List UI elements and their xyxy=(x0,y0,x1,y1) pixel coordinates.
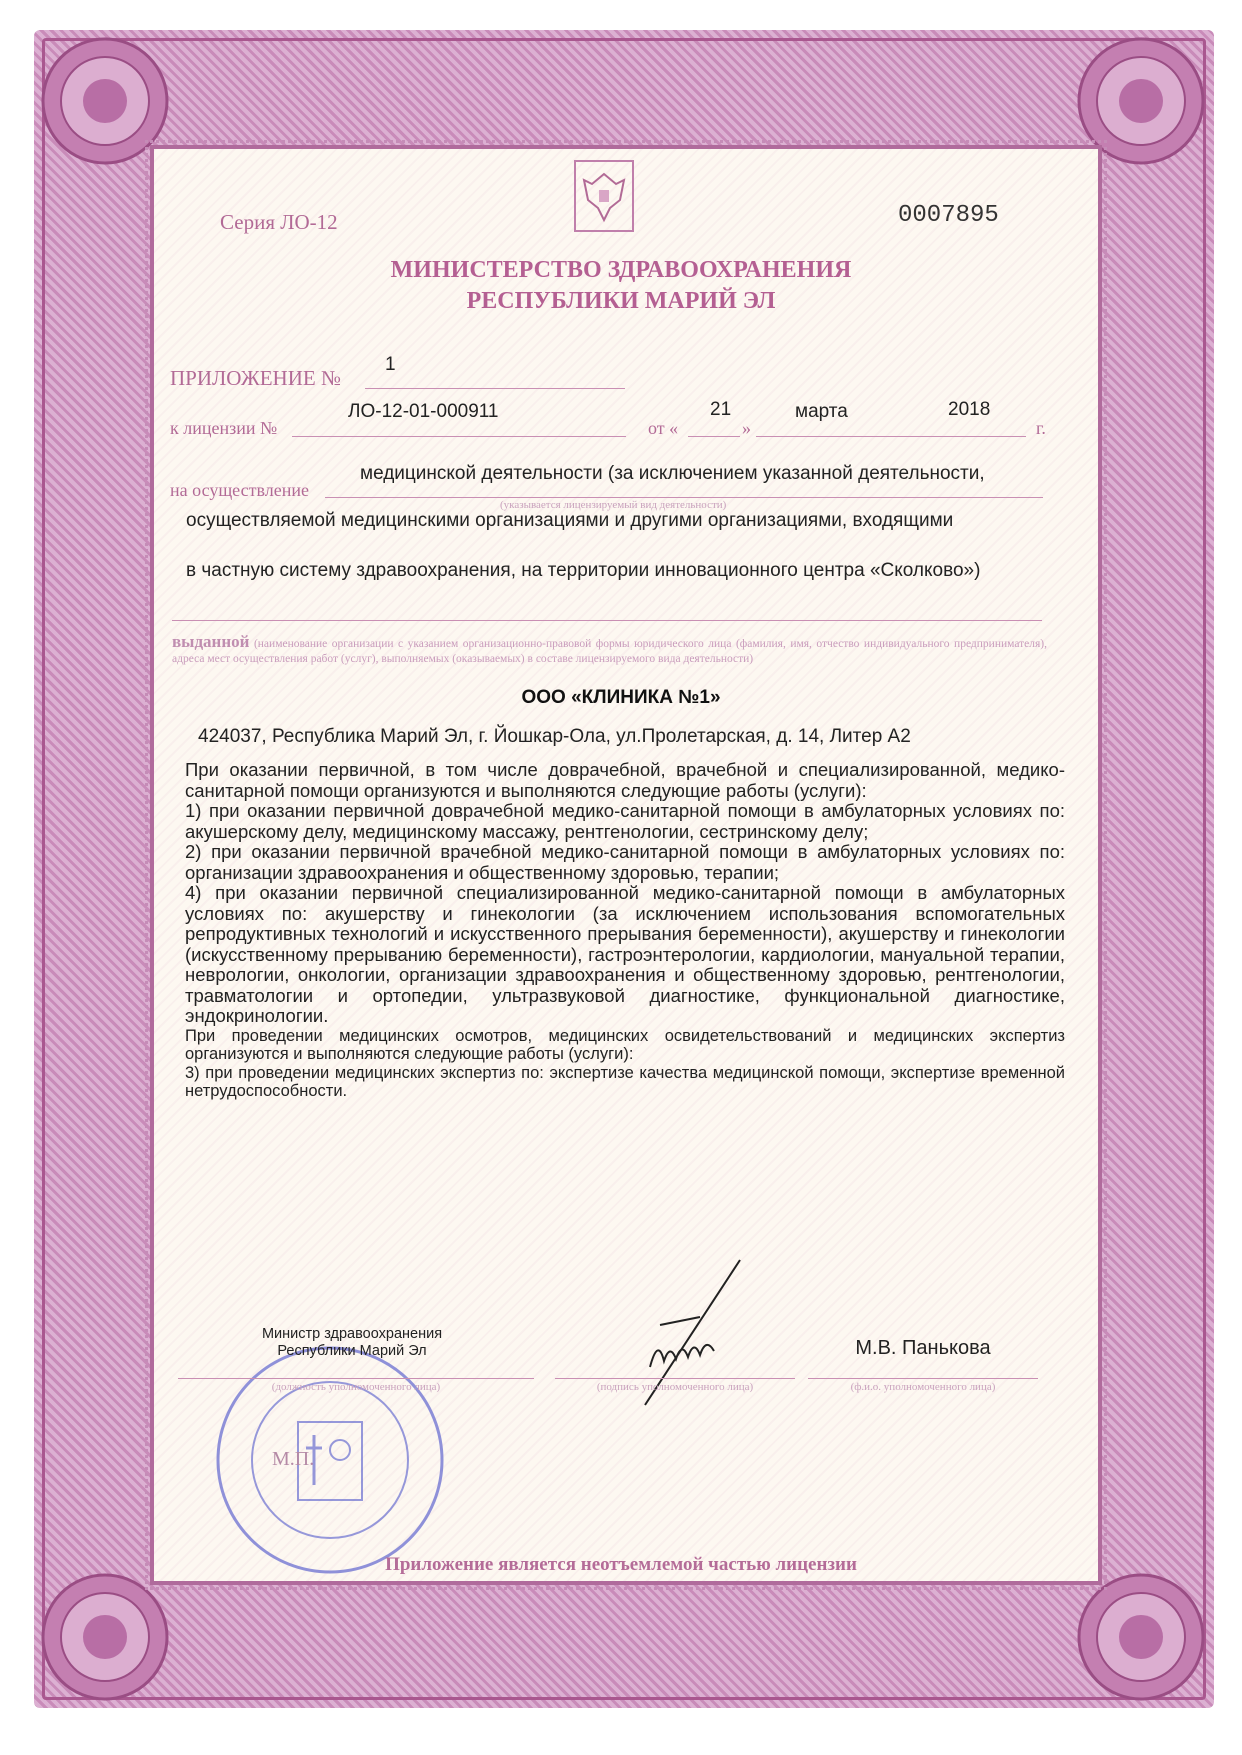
ministry-title-line1: МИНИСТЕРСТВО ЗДРАВООХРАНЕНИЯ xyxy=(390,257,852,283)
license-year: 2018 xyxy=(948,399,991,420)
signatory-name: М.В. Панькова xyxy=(855,1337,991,1359)
signatory-position-line2: Республики Марий Эл xyxy=(277,1343,427,1359)
date-quote: » xyxy=(742,418,751,438)
footer-note: Приложение является неотъемлемой частью лицензии xyxy=(385,1554,857,1575)
services-paragraph: При проведении медицинских осмотров, медицинских освидетельствований и медицинских экспертиз организуются и выполняются следующие работы (услуги): xyxy=(185,1026,1065,1063)
license-day: 21 xyxy=(710,399,732,420)
services-paragraph: 3) при проведении медицинских экспертиз по: экспертизе качества медицинской помощи, экспертизе временной нетрудоспособности. xyxy=(185,1063,1065,1100)
services-list xyxy=(185,760,1065,1101)
official-stamp xyxy=(210,1340,450,1580)
activity-hint: (указывается лицензируемый вид деятельности) xyxy=(500,499,727,511)
activity-line-2: осуществляемой медицинскими организациями и другими организациями, входящими xyxy=(186,510,954,531)
services-paragraph: При оказании первичной, в том числе доврачебной, врачебной и специализированной, медико-санитарной помощи организуются и выполняются следующие работы (услуги): xyxy=(185,759,1065,801)
license-label: к лицензии № xyxy=(170,418,278,438)
services-paragraph: 1) при оказании первичной доврачебной медико-санитарной помощи в амбулаторных условиях по: акушерскому делу, медицинскому массажу, рентгенологии, сестринскому делу; xyxy=(185,800,1065,842)
ministry-title-line2: РЕСПУБЛИКИ МАРИЙ ЭЛ xyxy=(466,288,776,314)
coat-of-arms-icon xyxy=(574,160,634,232)
series-label: Серия ЛО-12 xyxy=(220,210,338,234)
issued-label: выданной xyxy=(172,632,250,651)
license-number: ЛО-12-01-000911 xyxy=(348,401,499,422)
license-month: марта xyxy=(795,401,848,422)
name-hint: (ф.и.о. уполномоченного лица) xyxy=(850,1381,996,1393)
form-number: 0007895 xyxy=(898,202,999,229)
signature-hint: (подпись уполномоченного лица) xyxy=(596,1381,754,1393)
year-suffix: г. xyxy=(1036,418,1046,438)
organization-address: 424037, Республика Марий Эл, г. Йошкар-Ола, ул.Пролетарская, д. 14, Литер А2 xyxy=(198,726,911,747)
issued-hint: (наименование организации с указанием организационно-правовой формы юридического лица (фамилия, имя, отчество индивидуального предпринимателя), адреса мест осуществления работ (услуг), выполняемых (оказываемых) в составе лицензируемого вида деятельности) xyxy=(172,638,1047,665)
services-paragraph: 2) при оказании первичной врачебной медико-санитарной помощи в амбулаторных условиях по: организации здравоохранения и общественному здоровью, терапии; xyxy=(185,841,1065,883)
activity-line-3: в частную систему здравоохранения, на территории инновационного центра «Сколково») xyxy=(186,560,981,581)
activity-line-1: медицинской деятельности (за исключением указанной деятельности, xyxy=(360,463,985,484)
position-hint: (должность уполномоченного лица) xyxy=(271,1381,441,1393)
organization-name: ООО «КЛИНИКА №1» xyxy=(521,687,721,708)
appendix-number: 1 xyxy=(385,354,396,375)
activity-label: на осуществление xyxy=(170,480,309,500)
services-paragraph: 4) при оказании первичной специализированной медико-санитарной помощи в амбулаторных условиях по: акушерству и гинекологии (за исключением использования вспомогательных репродуктивных технологий и искусственного прерывания беременности), акушерству и гинекологии (искусственному прерыванию беременности), гастроэнтерологии, кардиологии, мануальной терапии, неврологии, онкологии, организации здравоохранения и общественному здоровью, рентгенологии, травматологии и ортопедии, ультразвуковой диагностике, функциональной диагностике, эндокринологии. xyxy=(185,882,1065,1026)
date-from-label: от « xyxy=(648,418,679,438)
signatory-position-line1: Министр здравоохранения xyxy=(261,1326,443,1342)
stamp-place-label: М.П. xyxy=(272,1448,315,1470)
appendix-label: ПРИЛОЖЕНИЕ № xyxy=(170,366,341,390)
